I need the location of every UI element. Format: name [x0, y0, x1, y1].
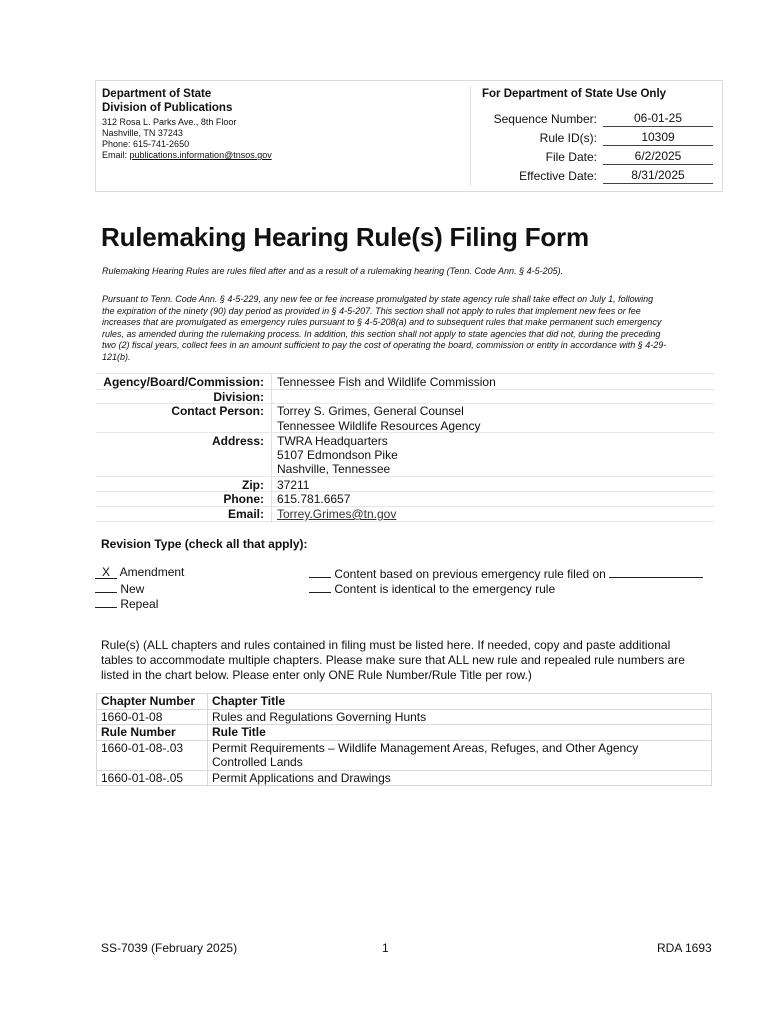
rule-number-cell: 1660-01-08-.03 — [97, 740, 208, 770]
chapter-title-header: Chapter Title — [208, 694, 712, 710]
department-email-label: Email: — [102, 150, 130, 160]
amendment-option[interactable] — [95, 565, 184, 579]
new-option[interactable] — [95, 580, 144, 596]
department-city: Nashville, TN 37243 — [102, 128, 183, 138]
emergency-previous-option[interactable] — [309, 565, 703, 581]
address-line-3: Nashville, Tennessee — [277, 462, 391, 476]
form-title: Rulemaking Hearing Rule(s) Filing Form — [101, 222, 589, 252]
contact-organization: Tennessee Wildlife Resources Agency — [277, 419, 481, 433]
phone-label: Phone: — [223, 492, 264, 506]
emergency-identical-option[interactable] — [309, 580, 555, 596]
department-address: 312 Rosa L. Parks Ave., 8th Floor — [102, 117, 237, 127]
rules-instructions-line: tables to accommodate multiple chapters. Please make sure that ALL new rule and repealed rule numbers are — [101, 653, 685, 667]
department-phone: Phone: 615-741-2650 — [102, 139, 190, 149]
email-link[interactable]: Torrey.Grimes@tn.gov — [277, 507, 397, 521]
pursuant-line: 121(b). — [102, 351, 131, 362]
rule-title-header: Rule Title — [208, 725, 712, 741]
table-row — [97, 740, 712, 770]
agency-row-line — [96, 476, 714, 477]
intro-text: Rulemaking Hearing Rules are rules filed after and as a result of a rulemaking hearing (Tenn. Code Ann. § 4-5-205). — [102, 266, 564, 276]
emergency-previous-checkbox-blank[interactable] — [309, 565, 331, 578]
address-label: Address: — [211, 434, 264, 448]
address-line-2: 5107 Edmondson Pike — [277, 448, 398, 462]
department-email-link[interactable]: publications.information@tnsos.gov — [129, 150, 272, 160]
rule-ids-value: 10309 — [603, 130, 713, 146]
pursuant-line: rules, as amended during the rulemaking process. In addition, this section shall not apply to state agencies that did not, during the preceding — [102, 328, 661, 339]
contact-name: Torrey S. Grimes, General Counsel — [277, 404, 464, 418]
repeal-label: Repeal — [120, 597, 159, 611]
rule-title-line: Controlled Lands — [212, 755, 303, 769]
rule-title-cell: Permit Applications and Drawings — [208, 770, 712, 786]
emergency-identical-label: Content is identical to the emergency rule — [334, 582, 556, 596]
effective-date-label: Effective Date: — [519, 169, 597, 183]
division-label: Division: — [213, 390, 264, 404]
zip-value: 37211 — [277, 478, 310, 492]
contact-label: Contact Person: — [171, 404, 264, 418]
chapter-title-cell: Rules and Regulations Governing Hunts — [208, 709, 712, 725]
phone-value: 615.781.6657 — [277, 492, 351, 506]
chapter-number-header: Chapter Number — [97, 694, 208, 710]
agency-value: Tennessee Fish and Wildlife Commission — [277, 375, 496, 389]
effective-date-value: 8/31/2025 — [603, 168, 713, 184]
agency-row-line — [96, 521, 714, 522]
emergency-date-blank[interactable] — [609, 565, 703, 578]
rule-ids-label: Rule ID(s): — [539, 131, 597, 145]
repeal-option[interactable] — [95, 595, 158, 611]
emergency-previous-label: Content based on previous emergency rule filed on — [334, 567, 606, 581]
zip-label: Zip: — [242, 478, 264, 492]
rules-table — [96, 693, 712, 786]
rules-instructions-line: Rule(s) (ALL chapters and rules contained in filing must be listed here. If needed, copy and paste additional — [101, 638, 671, 652]
table-row — [97, 725, 712, 741]
page-number: 1 — [382, 941, 389, 955]
address-line-1: TWRA Headquarters — [277, 434, 388, 448]
rules-instructions-line: listed in the chart below. Please enter only ONE Rule Number/Rule Title per row.) — [101, 668, 532, 682]
agency-row-line — [96, 373, 714, 374]
revision-type-title: Revision Type (check all that apply): — [101, 537, 308, 551]
amendment-label: Amendment — [119, 565, 185, 579]
rule-number-cell: 1660-01-08-.05 — [97, 770, 208, 786]
form-code: SS-7039 (February 2025) — [101, 941, 238, 955]
agency-label: Agency/Board/Commission: — [103, 375, 264, 389]
department-email-line — [102, 150, 272, 161]
sequence-value: 06-01-25 — [603, 111, 713, 127]
pursuant-line: the expiration of the ninety (90) day period as provided in § 4-5-207. This section shall not apply to rules that implement new fees or fee — [102, 305, 641, 316]
agency-table-divider — [271, 373, 272, 523]
rule-number-header: Rule Number — [97, 725, 208, 741]
pursuant-line: increases that are promulgated as emergency rules pursuant to § 4-5-208(a) and to subsequent rules that make permanent such emergency — [102, 317, 662, 327]
rules-instructions — [101, 638, 685, 683]
repeal-checkbox-blank[interactable] — [95, 595, 117, 608]
sequence-label: Sequence Number: — [493, 112, 597, 126]
table-row — [97, 709, 712, 725]
pursuant-line: Pursuant to Tenn. Code Ann. § 4-5-229, any new fee or fee increase promulgated by state agency rule shall take effect on July 1, following — [102, 294, 654, 304]
file-date-label: File Date: — [545, 150, 597, 164]
new-checkbox-blank[interactable] — [95, 580, 117, 593]
department-name: Department of State — [102, 88, 212, 100]
rda-number: RDA 1693 — [657, 941, 712, 955]
rule-title-line: Permit Requirements – Wildlife Management Areas, Refuges, and Other Agency — [212, 740, 639, 755]
pursuant-paragraph — [102, 294, 722, 363]
email-label: Email: — [227, 507, 264, 521]
emergency-identical-checkbox-blank[interactable] — [309, 580, 331, 593]
chapter-number-cell: 1660-01-08 — [97, 709, 208, 725]
table-row — [97, 694, 712, 710]
new-label: New — [120, 582, 145, 596]
file-date-value: 6/2/2025 — [603, 149, 713, 165]
amendment-checkmark[interactable]: X — [95, 566, 117, 579]
pursuant-line: two (2) fiscal years, collect fees in an amount sufficient to pay the cost of operating the board, commission or entity in accordance with § 4-29- — [102, 340, 667, 350]
division-name: Division of Publications — [102, 102, 233, 114]
rule-title-cell — [208, 740, 712, 770]
table-row — [97, 770, 712, 786]
state-use-title: For Department of State Use Only — [482, 88, 667, 100]
